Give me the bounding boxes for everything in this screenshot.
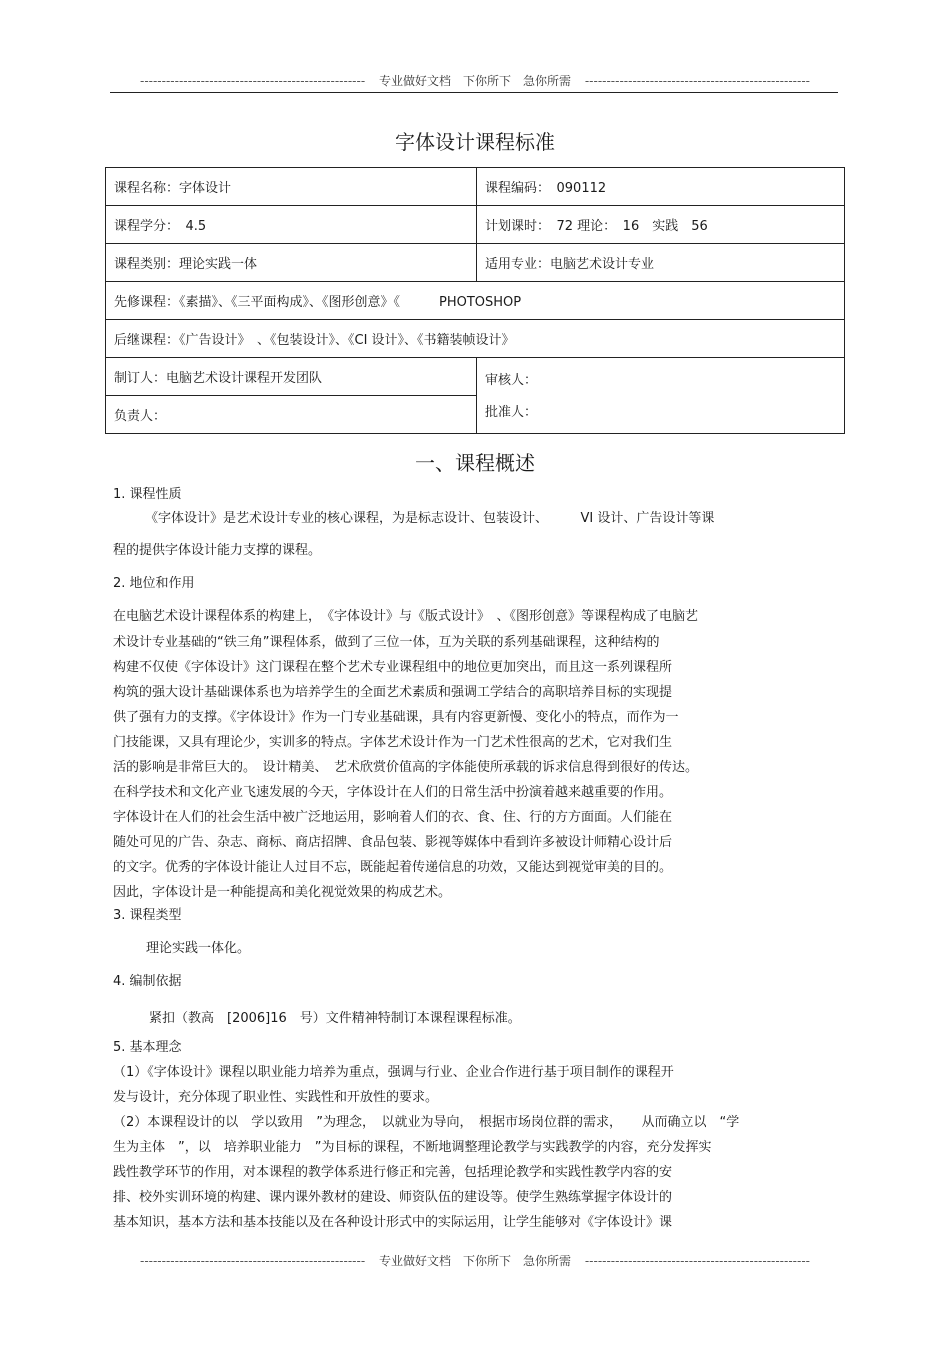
paragraph-line: 发与设计，充分体现了职业性、实践性和开放性的要求。 (113, 1090, 439, 1105)
table-row (106, 206, 845, 244)
paragraph-line: 构筑的强大设计基础课体系也为培养学生的全面艺术素质和强调工学结合的高职培养目标的实现提 (113, 685, 673, 700)
heading-course-nature: 1. 课程性质 (113, 487, 182, 502)
heading-philosophy: 5. 基本理念 (113, 1040, 182, 1055)
table-row (106, 358, 845, 396)
page-header (0, 72, 950, 89)
footer-dashes-left: ---------------------------------------------------- (139, 1254, 366, 1268)
page-footer (0, 1252, 950, 1269)
paragraph-line: 供了强有力的支撑。《字体设计》作为一门专业基础课，具有内容更新慢、变化小的特点，而作为一 (113, 710, 679, 725)
table-row (106, 282, 845, 320)
section-title: 一、课程概述 (415, 451, 535, 475)
table-row (106, 320, 845, 358)
footer-dashes-right: ---------------------------------------------------- (584, 1254, 810, 1268)
paragraph-line: 术设计专业基础的“铁三角”课程体系，做到了三位一体，互为关联的系列基础课程，这种结构的 (113, 635, 660, 650)
heading-course-type: 3. 课程类型 (113, 908, 182, 923)
paragraph-line: 因此，字体设计是一种能提高和美化视觉效果的构成艺术。 (113, 885, 452, 900)
paragraph-line: 排、校外实训环境的构建、课内课外教材的建设、师资队伍的建设等。使学生熟练掌握字体设计的 (113, 1190, 673, 1205)
owner-cell: 负责人： (106, 396, 477, 434)
followup-cell: 后继课程：《广告设计》 、《包装设计》、《CI 设计》、《书籍装帧设计》 (106, 320, 845, 358)
paragraph-line: 活的影响是非常巨大的。 设计精美、 艺术欣赏价值高的字体能使所承载的诉求信息得到很好的传达。 (113, 760, 699, 775)
paragraph-line: （2）本课程设计的以 学以致用 ”为理念， 以就业为导向， 根据市场岗位群的需求， 从而确立以 “学 (113, 1115, 740, 1130)
reviewer-label: 审核人： (485, 372, 538, 388)
paragraph-line: 构建不仅使《字体设计》这门课程在整个艺术专业课程组中的地位更加突出，而且这一系列课程所 (113, 660, 673, 675)
paragraph-line: 程的提供字体设计能力支撑的课程。 (113, 543, 322, 558)
paragraph-line: 在科学技术和文化产业飞速发展的今天，字体设计在人们的日常生活中扮演着越来越重要的作用。 (113, 785, 673, 800)
heading-position-role: 2. 地位和作用 (113, 576, 195, 591)
hours-cell: 计划课时： 72 理论： 16 实践 56 (477, 206, 845, 244)
header-dashes-left: ---------------------------------------------------- (139, 74, 366, 88)
header-dashes-right: ---------------------------------------------------- (584, 74, 810, 88)
paragraph-line: 生为主体 ”，以 培养职业能力 ”为目标的课程，不断地调整理论教学与实践教学的内容，充分发挥实 (113, 1140, 712, 1155)
course-info-table (105, 167, 845, 434)
paragraph-line: 践性教学环节的作用，对本课程的教学体系进行修正和完善，包括理论教学和实践性教学内容的安 (113, 1165, 673, 1180)
paragraph-line: 《字体设计》是艺术设计专业的核心课程，为是标志设计、包装设计、 VI 设计、广告设计等课 (145, 511, 715, 526)
paragraph-line: 在电脑艺术设计课程体系的构建上， 《字体设计》与《版式设计》 、《图形创意》等课程构成了电脑艺 (113, 609, 699, 624)
approver-label: 批准人： (485, 404, 538, 420)
course-name-cell: 课程名称：字体设计 (106, 168, 477, 206)
paragraph-line: 字体设计在人们的社会生活中被广泛地运用，影响着人们的衣、食、住、行的方方面面。人们能在 (113, 810, 673, 825)
paragraph-line: 随处可见的广告、杂志、商标、商店招牌、食品包装、影视等媒体中看到许多被设计师精心设计后 (113, 835, 673, 850)
table-row (106, 244, 845, 282)
document-title: 字体设计课程标准 (395, 130, 555, 154)
author-cell: 制订人：电脑艺术设计课程开发团队 (106, 358, 477, 396)
header-rule (110, 92, 838, 93)
paragraph-line: 门技能课，又具有理论少，实训多的特点。字体艺术设计作为一门艺术性很高的艺术，它对我们生 (113, 735, 673, 750)
category-cell: 课程类别：理论实践一体 (106, 244, 477, 282)
header-text: 专业做好文档 下你所下 急你所需 (378, 74, 571, 88)
paragraph-line: 理论实践一体化。 (146, 941, 251, 956)
heading-basis: 4. 编制依据 (113, 974, 182, 989)
paragraph-line: 基本知识，基本方法和基本技能以及在各种设计形式中的实际运用，让学生能够对《字体设计》课 (113, 1215, 673, 1230)
paragraph-line: 紧扣（教高 [2006]16 号）文件精神特制订本课程课程标准。 (149, 1011, 521, 1026)
course-code-cell: 课程编码： 090112 (477, 168, 845, 206)
footer-text: 专业做好文档 下你所下 急你所需 (378, 1254, 571, 1268)
paragraph-line: 的文字。优秀的字体设计能让人过目不忘，既能起着传递信息的功效，又能达到视觉审美的目的。 (113, 860, 673, 875)
credits-cell: 课程学分： 4.5 (106, 206, 477, 244)
paragraph-line: （1）《字体设计》课程以职业能力培养为重点，强调与行业、企业合作进行基于项目制作的课程开 (113, 1065, 674, 1080)
approval-cell (477, 358, 845, 434)
table-row (106, 168, 845, 206)
major-cell: 适用专业：电脑艺术设计专业 (477, 244, 845, 282)
prerequisite-cell: 先修课程：《素描》、《三平面构成》、《图形创意》《 PHOTOSHOP (106, 282, 845, 320)
